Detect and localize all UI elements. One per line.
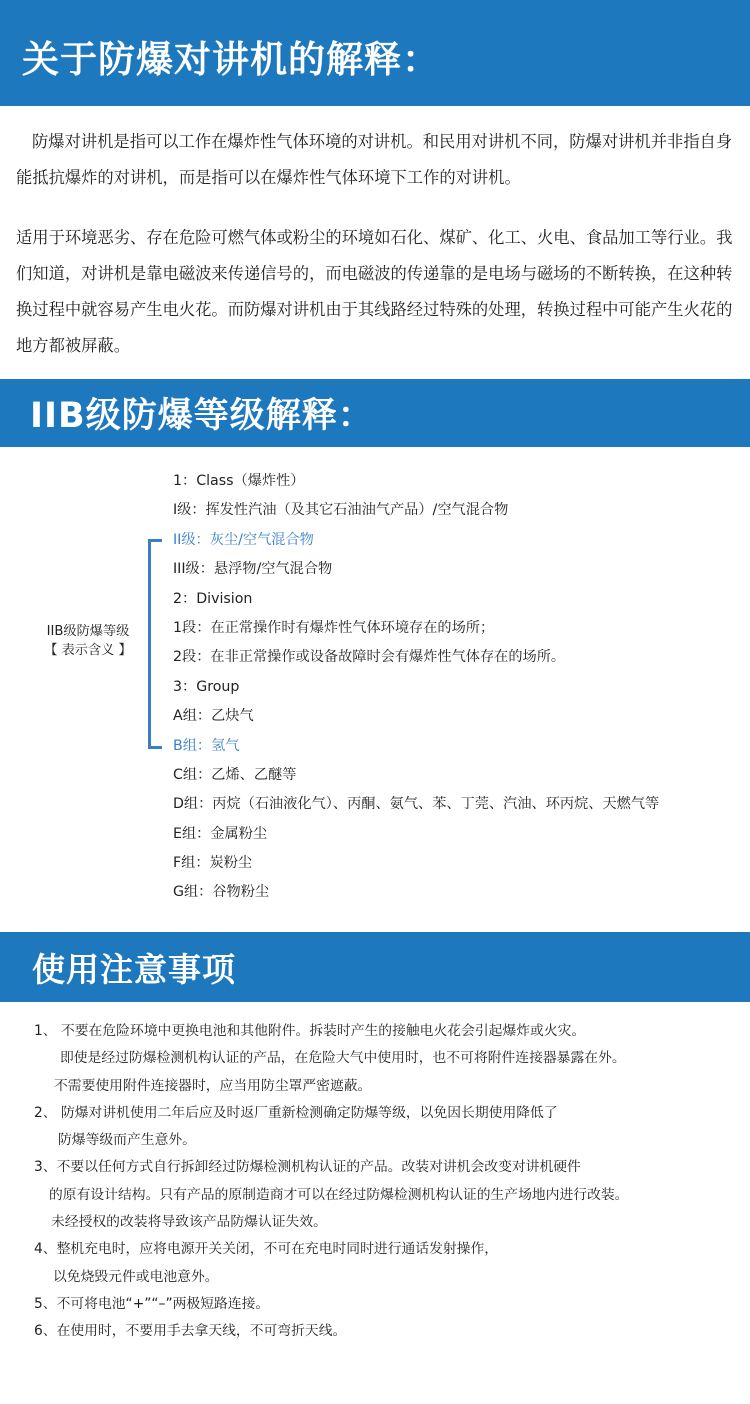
note-item (24, 1236, 744, 1291)
note-line: 的原有设计结构。只有产品的原制造商才可以在经过防爆检测机构认证的生产场地内进行改装。 (49, 1186, 629, 1203)
usage-notes-list (24, 1018, 744, 1346)
classification-list (173, 467, 743, 908)
intro-paragraph: 防爆对讲机是指可以工作在爆炸性气体环境的对讲机。和民用对讲机不同，防爆对讲机并非指自身能抵抗爆炸的对讲机，而是指可以在爆炸性气体环境下工作的对讲机。 (16, 132, 733, 187)
note-line: 2、 防爆对讲机使用二年后应及时返厂重新检测确定防爆等级，以免因长期使用降低了 (34, 1104, 558, 1121)
note-item (24, 1018, 744, 1100)
list-item: C组：乙烯、乙醚等 (173, 766, 297, 783)
list-item: 2：Division (173, 590, 253, 607)
list-item: A组：乙炔气 (173, 708, 254, 725)
note-item (24, 1100, 744, 1155)
note-item (24, 1154, 744, 1236)
note-line: 1、 不要在危险环境中更换电池和其他附件。拆装时产生的接触电火花会引起爆炸或火灾。 (34, 1023, 586, 1039)
list-item: D组：丙烷（石油液化气）、丙酮、氨气、苯、丁莞、汽油、环丙烷、天燃气等 (173, 796, 660, 813)
note-item (24, 1318, 744, 1345)
list-item: 3：Group (173, 678, 240, 695)
note-line: 即使是经过防爆检测机构认证的产品，在危险大气中使用时，也不可将附件连接器暴露在外。 (60, 1050, 626, 1067)
application-paragraph: 适用于环境恶劣、存在危险可燃气体或粉尘的环境如石化、煤矿、化工、火电、食品加工等行业。我们知道，对讲机是靠电磁波来传递信号的，而电磁波的传递靠的是电场与磁场的不断转换，在这种转换过程中就容易产生电火花。而防爆对讲机由于其线路经过特殊的处理，转换过程中可能产生火花的地方都被屏蔽。 (16, 228, 733, 355)
list-item-highlighted: II级：灰尘/空气混合物 (173, 531, 314, 548)
note-line: 6、在使用时，不要用手去拿天线，不可弯折天线。 (34, 1323, 347, 1340)
note-line: 3、不要以任何方式自行拆卸经过防爆检测机构认证的产品。改装对讲机会改变对讲机硬件 (34, 1159, 581, 1176)
list-item: 1段：在正常操作时有爆炸性气体环境存在的场所； (173, 619, 495, 636)
grade-label-line: 【 表示含义 】 (44, 643, 132, 658)
section-title: 使用注意事项 (32, 949, 236, 989)
list-item: III级：悬浮物/空气混合物 (173, 561, 333, 578)
section-banner-iib-grade (0, 379, 750, 447)
note-line: 以免烧毁元件或电池意外。 (53, 1268, 219, 1285)
note-line: 防爆等级而产生意外。 (58, 1132, 196, 1149)
note-line: 未经授权的改装将导致该产品防爆认证失效。 (51, 1214, 327, 1231)
section-banner-usage-notes (0, 932, 750, 1002)
note-item (24, 1291, 744, 1318)
list-item-highlighted: B组：氢气 (173, 737, 240, 754)
grade-label-line: IIB级防爆等级 (46, 624, 130, 639)
list-item: I级：挥发性汽油（及其它石油油气产品）/空气混合物 (173, 502, 509, 519)
note-line: 不需要使用附件连接器时，应当用防尘罩严密遮蔽。 (54, 1077, 372, 1094)
list-item: 2段：在非正常操作或设备故障时会有爆炸性气体存在的场所。 (173, 649, 566, 666)
list-item: 1：Class（爆炸性） (173, 473, 305, 489)
note-line: 4、整机充电时，应将电源开关关闭，不可在充电时同时进行通话发射操作， (34, 1241, 499, 1258)
highlight-bracket (148, 539, 162, 749)
section-banner-explosion-proof-radio (0, 0, 750, 106)
list-item: G组：谷物粉尘 (173, 884, 270, 901)
section-title: 关于防爆对讲机的解释： (22, 38, 440, 81)
section-title: IIB级防爆等级解释： (30, 396, 374, 436)
note-line: 5、不可将电池“+”“–”两极短路连接。 (34, 1295, 270, 1312)
list-item: E组：金属粉尘 (173, 825, 268, 842)
grade-meaning-label (30, 622, 146, 660)
list-item: F组：炭粉尘 (173, 855, 253, 872)
